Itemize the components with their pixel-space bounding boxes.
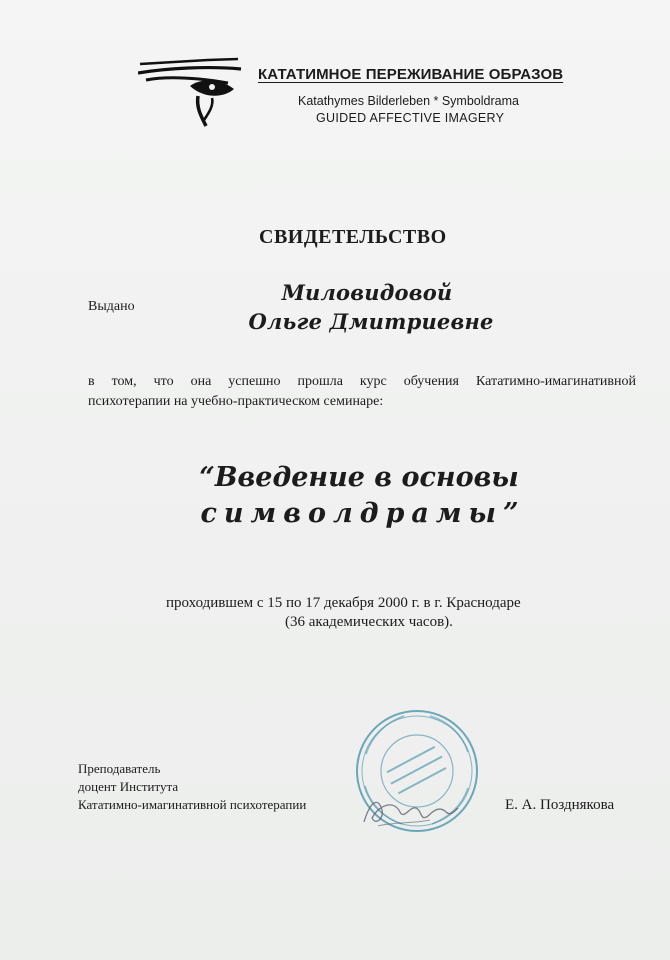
signer-name: Е. А. Позднякова (505, 797, 615, 813)
header-subtitle-german: Katathymes Bilderleben * Symboldrama (298, 94, 519, 108)
document-title: СВИДЕТЕЛЬСТВО (259, 226, 447, 248)
recipient-given-names: Ольге Дмитриевне (248, 309, 494, 334)
header-title: КАТАТИМНОЕ ПЕРЕЖИВАНИЕ ОБРАЗОВ (258, 66, 564, 83)
header-subtitle-english: GUIDED AFFECTIVE IMAGERY (316, 111, 505, 125)
seminar-dates-location: проходившем с 15 по 17 декабря 2000 г. в г. Краснодаре (166, 595, 521, 611)
signer-position: доцент Института (78, 779, 179, 794)
signer-title-block (78, 760, 306, 814)
body-paragraph (88, 372, 636, 412)
signer-institute: Кататимно-имагинативной психотерапии (78, 797, 307, 812)
signer-role: Преподаватель (78, 761, 161, 776)
course-title-line-1: “Введение в основы (199, 462, 519, 493)
issued-label: Выдано (88, 299, 135, 314)
body-line-2: психотерапии на учебно-практическом семинаре: (88, 394, 384, 409)
body-line-1: в том, что она успешно прошла курс обучения Кататимно-имагинативной (88, 374, 636, 389)
eye-of-horus-logo (138, 56, 242, 128)
seminar-hours: (36 академических часов). (285, 614, 453, 630)
handwritten-signature (360, 782, 460, 832)
course-title-line-2: символдрамы” (200, 498, 526, 529)
recipient-surname: Миловидовой (281, 280, 453, 305)
